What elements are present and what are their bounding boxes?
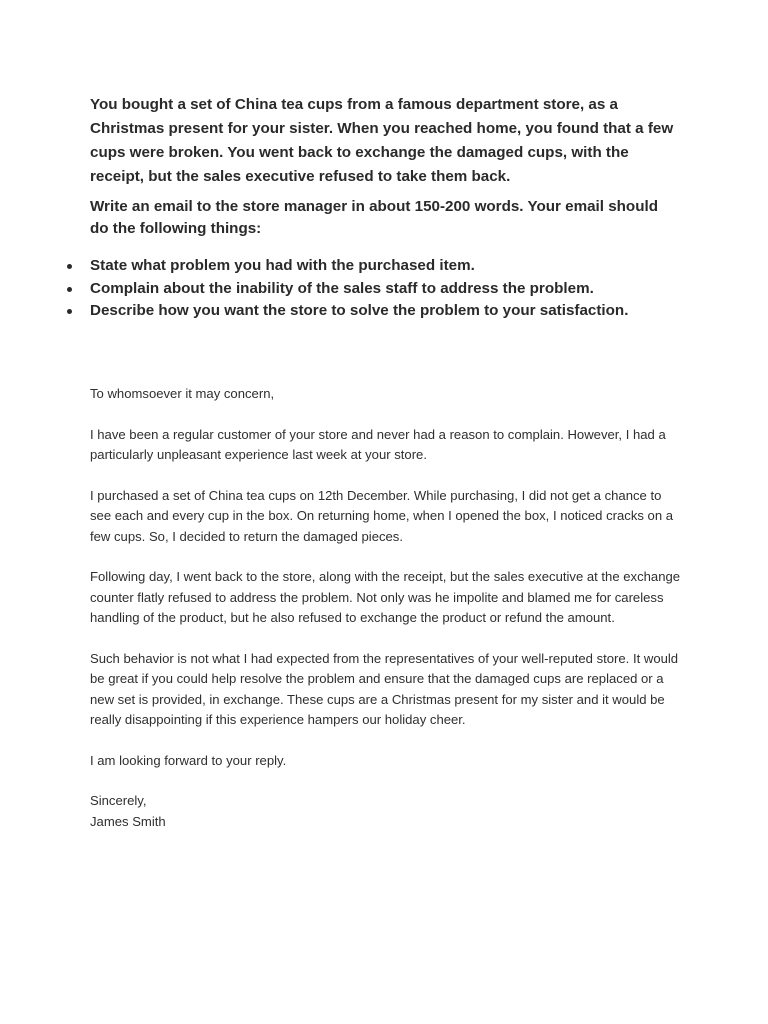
requirement-text: Complain about the inability of the sales staff to address the problem. bbox=[90, 279, 594, 297]
email-paragraph: I am looking forward to your reply. bbox=[90, 752, 287, 768]
requirement-text: Describe how you want the store to solve the problem to your satisfaction. bbox=[90, 302, 629, 319]
requirements-list bbox=[90, 255, 680, 323]
question-prompt bbox=[90, 93, 680, 323]
email-paragraph: I purchased a set of China tea cups on 12th December. While purchasing, I did not get a chance to see each and every cup in the box. On returning home, when I opened the box, I noticed cracks on a few cups. So, I decided to return the damaged pieces. bbox=[90, 487, 674, 544]
email-closing-block bbox=[90, 791, 682, 832]
bullet-icon bbox=[67, 287, 72, 292]
requirement-text: State what problem you had with the purchased item. bbox=[90, 257, 475, 274]
email-paragraph: Such behavior is not what I had expected from the representatives of your well-reputed store. It would be great if you could help resolve the problem and ensure that the damaged cups are replaced or a new set is provided, in exchange. These cups are a Christmas present for my sister and it would be really disappointing if this experience hampers our holiday cheer. bbox=[90, 650, 679, 728]
email-salutation: To whomsoever it may concern, bbox=[90, 386, 275, 401]
email-signature: James Smith bbox=[90, 813, 166, 829]
requirement-item bbox=[90, 278, 680, 301]
email-paragraph: I have been a regular customer of your store and never had a reason to complain. However, I had a particularly unpleasant experience last week at your store. bbox=[90, 426, 666, 463]
requirement-item bbox=[90, 300, 680, 323]
email-closing: Sincerely, bbox=[90, 793, 147, 809]
sample-email bbox=[90, 384, 682, 853]
requirement-item bbox=[90, 255, 680, 278]
prompt-scenario: You bought a set of China tea cups from a famous department store, as a Christmas present for your sister. When you reached home, you found that a few cups were broken. You went back to exchange the damaged cups, with the receipt, but the sales executive refused to take them back. bbox=[90, 96, 674, 185]
prompt-task: Write an email to the store manager in about 150-200 words. Your email should do the following things: bbox=[90, 198, 658, 237]
email-paragraph: Following day, I went back to the store, along with the receipt, but the sales executive at the exchange counter flatly refused to address the problem. Not only was he impolite and blamed me for careless handling of the product, but he also refused to exchange the product or refund the amount. bbox=[90, 569, 681, 626]
bullet-icon bbox=[67, 264, 72, 269]
bullet-icon bbox=[67, 309, 72, 314]
